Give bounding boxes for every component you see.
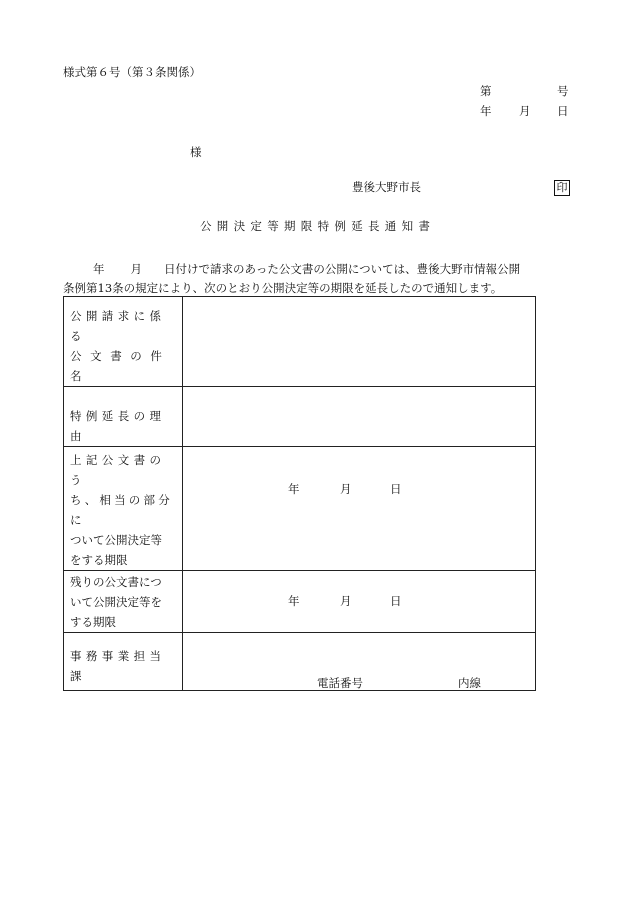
label-line: 事務事業担当課 <box>70 649 166 683</box>
body-year: 年 <box>93 262 105 276</box>
row-label-deadline-remaining <box>64 571 183 633</box>
form-number: 様式第６号（第３条関係） <box>63 65 201 79</box>
date-month: 月 <box>340 482 352 496</box>
date-day: 日 <box>390 482 402 496</box>
deadline-partial-field[interactable] <box>183 447 536 571</box>
table-row <box>64 571 536 633</box>
deadline-remaining-field[interactable] <box>183 571 536 633</box>
label-line: 残りの公文書につ <box>70 575 162 589</box>
label-line: する期限 <box>70 615 116 629</box>
date-year: 年 <box>288 594 300 608</box>
phone-label: 電話番号 <box>317 676 363 690</box>
document-number-label: 第 <box>480 84 492 98</box>
body-paragraph <box>63 260 578 298</box>
label-line: 公開請求に係る <box>70 309 166 343</box>
seal-mark: 印 <box>554 180 570 196</box>
body-line-1-text: 日付けで請求のあった公文書の公開については、豊後大野市情報公開 <box>164 262 521 276</box>
department-field[interactable] <box>183 633 536 691</box>
date-day-label: 日 <box>557 104 569 118</box>
label-line: いて公開決定等を <box>70 595 162 609</box>
row-label-deadline-partial <box>64 447 183 571</box>
label-line: 上記公文書のう <box>70 453 166 487</box>
label-line: 特例延長の理由 <box>70 409 166 443</box>
date-day: 日 <box>390 594 402 608</box>
date-year-label: 年 <box>480 104 492 118</box>
body-line-1 <box>63 260 578 279</box>
label-line: をする期限 <box>70 553 128 567</box>
table-row <box>64 633 536 691</box>
date-year: 年 <box>288 482 300 496</box>
label-line: 公文書の件名 <box>70 349 171 383</box>
table-row <box>64 387 536 447</box>
date-month-label: 月 <box>519 104 531 118</box>
reason-field[interactable] <box>183 387 536 447</box>
document-number-suffix: 号 <box>557 84 569 98</box>
body-line-2: 条例第13条の規定により、次のとおり公開決定等の期限を延長したので通知します。 <box>63 281 503 295</box>
label-line: ち、相当の部分に <box>70 493 173 527</box>
addressee-suffix: 様 <box>190 145 202 159</box>
table-row <box>64 297 536 387</box>
label-line: ついて公開決定等 <box>70 533 162 547</box>
subject-field[interactable] <box>183 297 536 387</box>
sender-name: 豊後大野市長 <box>352 180 421 194</box>
table-row <box>64 447 536 571</box>
details-table <box>63 296 536 691</box>
date-month: 月 <box>340 594 352 608</box>
extension-label: 内線 <box>458 676 481 690</box>
row-label-department <box>64 633 183 691</box>
row-label-reason <box>64 387 183 447</box>
row-label-subject <box>64 297 183 387</box>
document-title: 公開決定等期限特例延長通知書 <box>200 219 436 233</box>
body-month: 月 <box>130 262 142 276</box>
